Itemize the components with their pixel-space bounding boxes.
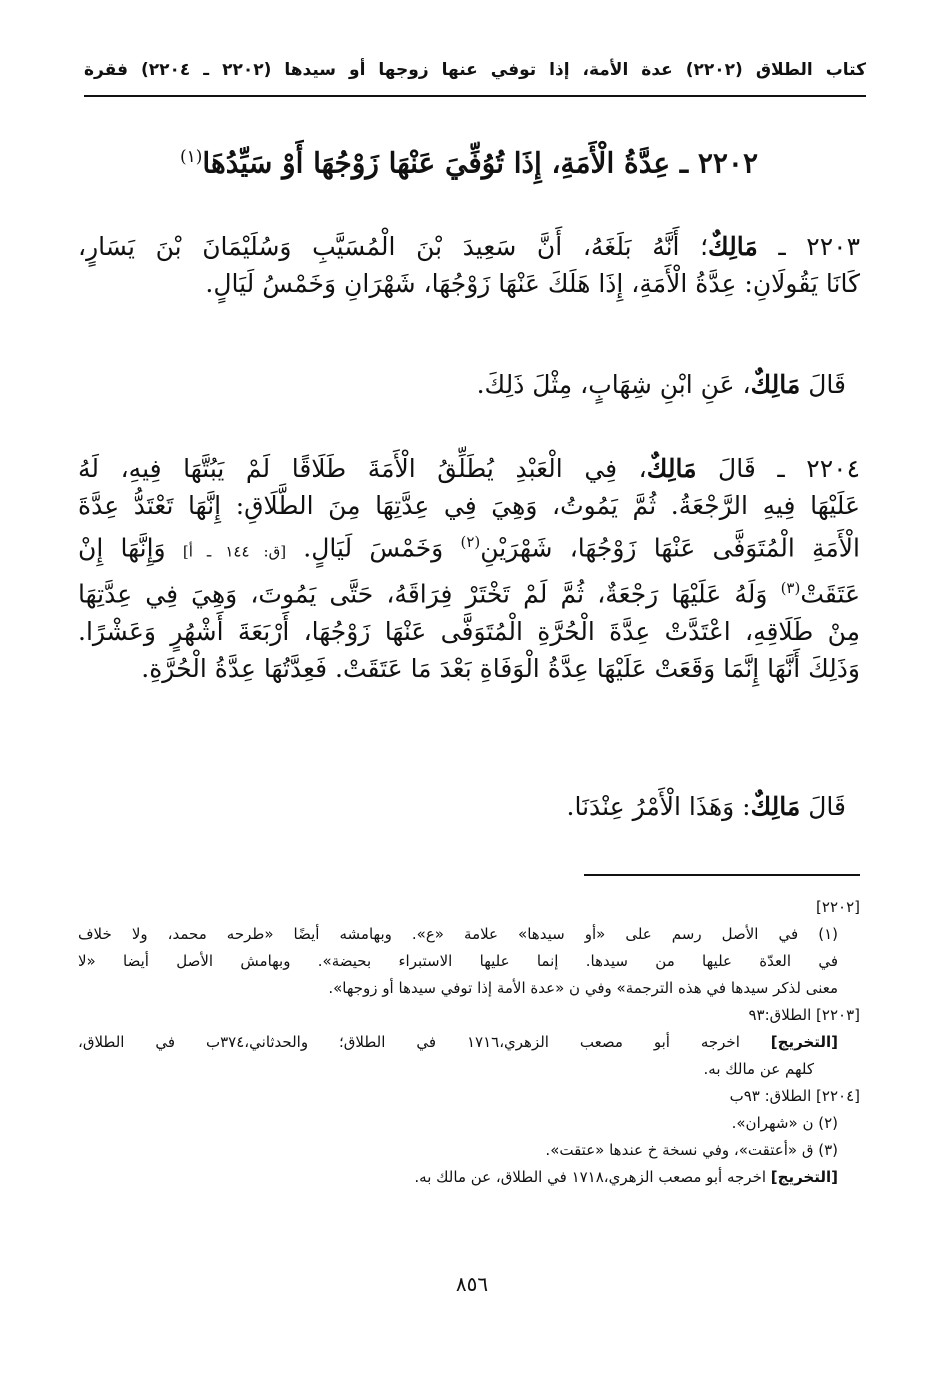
- footnote-text: (٣) ق «أعتقت»، وفي نسخة خ عندها «عتقت».: [545, 1141, 838, 1159]
- footnote-text: (٢) ن «شهران».: [731, 1114, 838, 1132]
- qala-text: : وَهَذَا الْأَمْرُ عِنْدَنَا.: [566, 792, 751, 821]
- chapter-title: [74, 132, 864, 188]
- takhrij-note: [78, 1164, 860, 1191]
- manuscript-page-ref: [ق: ١٤٤ ـ أ]: [182, 542, 287, 561]
- footnote-mark: (٢): [460, 533, 481, 551]
- chapter-title-text: ٢٢٠٢ ـ عِدَّةُ الْأَمَةِ، إِذَا تُوُفِّيَ عَنْهَا زَوْجُهَا أَوْ سَيِّدُهَا: [202, 146, 758, 180]
- hadith-text: وَلَهُ عَلَيْهَا رَجْعَةٌ، ثُمَّ لَمْ تَخْتَرْ فِرَاقَهُ، حَتَّى يَمُوتَ، وَهِيَ فِي عِدَّتِهَا: [78, 579, 781, 609]
- hadith-text: مِنْ طَلَاقِهِ، اعْتَدَّتْ عِدَّةَ الْحُرَّةِ الْمُتَوَفَّى عَنْهَا زَوْجُهَا، أَرْبَعَةَ أَشْهُرٍ وَعَشْرًا.: [78, 616, 860, 646]
- narrator-name: مَالِكٌ: [708, 232, 758, 261]
- footnote-text: معنى لذكر سيدها في هذه الترجمة» وفي ن «عدة الأمة إذا توفي سيدها أو زوجها».: [328, 979, 838, 997]
- hadith-2204: [78, 450, 860, 687]
- hadith-number: ٢٢٠٣ ـ: [778, 232, 860, 261]
- takhrij-text: اخرجه أبو مصعب الزهري،١٧١٨ في الطلاق، عن مالك به.: [414, 1168, 771, 1186]
- footnote-ref: [٢٢٠٤] الطلاق: ٩٣ب: [729, 1087, 860, 1105]
- header-paragraphs: (٢٢٠٢ ـ ٢٢٠٤) فقرة: [84, 60, 272, 80]
- qala-text: قَالَ: [800, 370, 846, 399]
- hadith-text: كَانَا يَقُولَانِ: عِدَّةُ الْأَمَةِ، إِذَا هَلَكَ عَنْهَا زَوْجُهَا، شَهْرَانِ وَخَمْسُ لَيَالٍ.: [205, 269, 860, 298]
- footnote-text: في العدّة عليها من سيدها. إنما عليها الاستبراء بحيضة». وبهامش الأصل أيضا «لا: [78, 952, 838, 970]
- footnote-ref: [٢٢٠٢]: [816, 898, 860, 916]
- footnote-text: كلهم عن مالك به.: [703, 1060, 814, 1078]
- narrator-name: مَالِكٌ: [750, 792, 801, 821]
- footnote-separator: [584, 874, 860, 876]
- qala-text: ، عَنِ ابْنِ شِهَابٍ، مِثْلَ ذَلِكَ.: [476, 370, 751, 399]
- qala-malik-1: [64, 366, 846, 403]
- hadith-text: قَالَ: [696, 454, 756, 483]
- hadith-text: وَإِنَّهَا إِنْ: [78, 533, 183, 563]
- footnote-ref: [٢٢٠٣] الطلاق:٩٣: [748, 1006, 860, 1024]
- page-number: ٨٥٦: [455, 1272, 489, 1296]
- hadith-text: وَذَلِكَ أَنَّهَا إِنَّمَا وَقَعَتْ عَلَيْهَا عِدَّةُ الْوَفَاةِ بَعْدَ مَا عَتَقَتْ. فَعِدَّتُهَا عِدَّةُ الْحُرَّةِ.: [141, 653, 860, 683]
- running-header: [84, 60, 866, 88]
- header-rule: [84, 95, 866, 97]
- chapter-note-mark: (١): [180, 147, 203, 167]
- hadith-text: عَتَقَتْ: [800, 579, 860, 609]
- qala-text: قَالَ: [800, 792, 846, 821]
- narrator-name: مَالِكٌ: [750, 370, 801, 399]
- footnotes: [78, 894, 860, 1191]
- takhrij-note: [78, 1029, 860, 1056]
- hadith-text: وَخَمْسَ لَيَالٍ.: [286, 533, 461, 563]
- narrator-name: مَالِكٌ: [646, 454, 697, 483]
- hadith-text: ؛ أَنَّهُ بَلَغَهُ، أَنَّ سَعِيدَ بْنَ الْمُسَيَّبِ وَسُلَيْمَانَ بْنَ يَسَارٍ،: [78, 232, 709, 261]
- hadith-text: الْأَمَةِ الْمُتَوَفَّى عَنْهَا زَوْجُهَا، شَهْرَيْنِ: [480, 533, 860, 563]
- footnote-mark: (٣): [780, 579, 801, 598]
- takhrij-label: [التخريج]: [770, 1033, 838, 1051]
- footnote-text: (١) في الأصل رسم على «أو سيدها» علامة «ع». وبهامشه أيضًا «طرحه محمد، ولا خلاف: [78, 925, 838, 943]
- hadith-text: عَلَيْهَا فِيهِ الرَّجْعَةُ. ثُمَّ يَمُوتُ، وَهِيَ فِي عِدَّتِهَا مِنَ الطَّلَاقِ: إِنَّهَا تَعْتَدُّ عِدَّةَ: [78, 491, 860, 520]
- header-book: كتاب الطلاق: [755, 60, 866, 80]
- hadith-number: ٢٢٠٤ ـ: [777, 454, 860, 483]
- qala-malik-2: [64, 788, 846, 825]
- hadith-text: ، فِي الْعَبْدِ يُطَلِّقُ الْأَمَةَ طَلَاقًا لَمْ يَبُتَّهَا فِيهِ، لَهُ: [78, 454, 647, 483]
- hadith-2203: [78, 228, 860, 302]
- header-section: (٢٢٠٢) عدة الأمة، إذا توفي عنها زوجها أو سيدها: [284, 60, 743, 80]
- takhrij-label: [التخريج]: [770, 1168, 838, 1186]
- takhrij-text: اخرجه أبو مصعب الزهري،١٧١٦ في الطلاق؛ والحدثاني،٣٧٤ب في الطلاق،: [78, 1033, 771, 1051]
